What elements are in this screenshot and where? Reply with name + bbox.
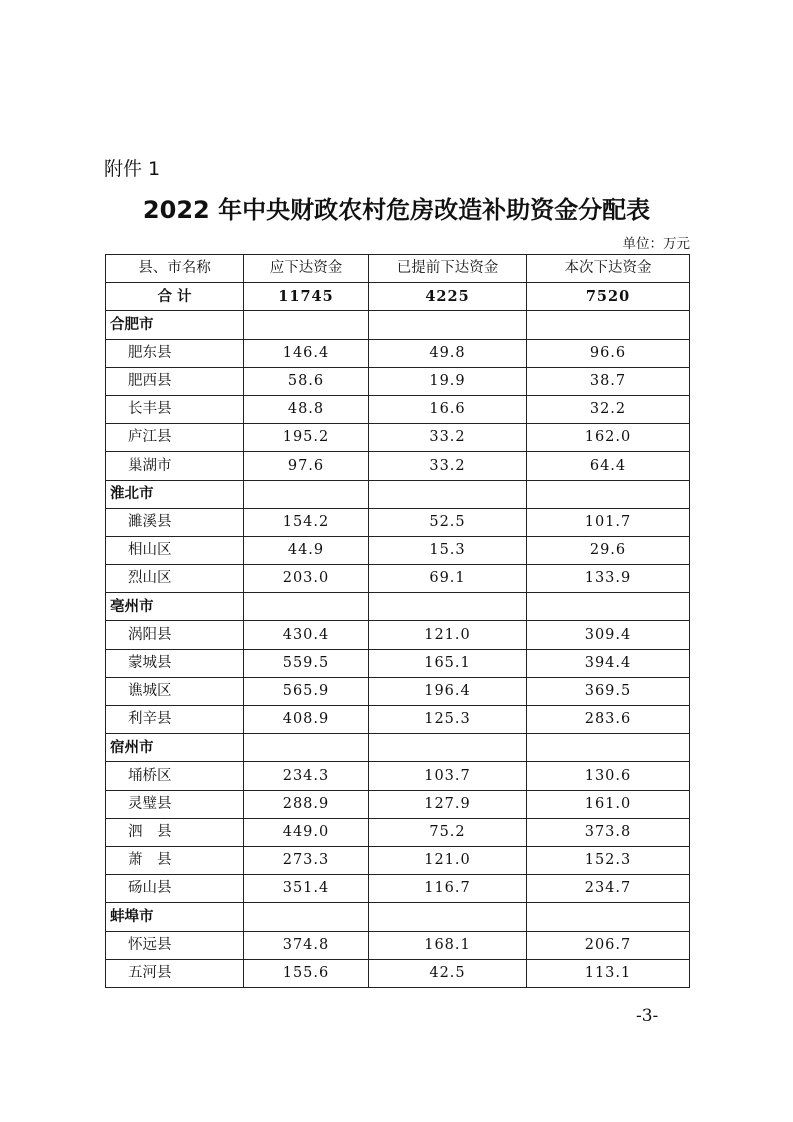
page-number: -3- — [636, 1006, 659, 1026]
empty-cell — [527, 311, 690, 339]
due-amount: 408.9 — [244, 706, 369, 734]
table-row — [106, 621, 690, 649]
table-row — [106, 677, 690, 705]
empty-cell — [244, 734, 369, 762]
county-name: 肥东县 — [106, 339, 244, 367]
table-row — [106, 424, 690, 452]
county-name: 埇桥区 — [106, 762, 244, 790]
current-amount: 130.6 — [527, 762, 690, 790]
current-amount: 206.7 — [527, 931, 690, 959]
table-row — [106, 508, 690, 536]
current-amount: 369.5 — [527, 677, 690, 705]
county-name: 肥西县 — [106, 367, 244, 395]
county-name: 谯城区 — [106, 677, 244, 705]
table-row — [106, 339, 690, 367]
county-name: 灵璧县 — [106, 790, 244, 818]
county-name: 相山区 — [106, 536, 244, 564]
county-name: 萧 县 — [106, 846, 244, 874]
current-amount: 101.7 — [527, 508, 690, 536]
current-amount: 283.6 — [527, 706, 690, 734]
empty-cell — [244, 311, 369, 339]
empty-cell — [369, 903, 527, 931]
city-row — [106, 734, 690, 762]
advance-amount: 33.2 — [369, 424, 527, 452]
current-amount: 32.2 — [527, 395, 690, 423]
county-name: 怀远县 — [106, 931, 244, 959]
current-amount: 161.0 — [527, 790, 690, 818]
county-name: 烈山区 — [106, 565, 244, 593]
current-amount: 64.4 — [527, 452, 690, 480]
current-amount: 162.0 — [527, 424, 690, 452]
county-name: 巢湖市 — [106, 452, 244, 480]
city-name: 宿州市 — [106, 734, 244, 762]
due-amount: 44.9 — [244, 536, 369, 564]
advance-amount: 33.2 — [369, 452, 527, 480]
advance-amount: 121.0 — [369, 621, 527, 649]
table-row — [106, 395, 690, 423]
current-amount: 309.4 — [527, 621, 690, 649]
table-header-row — [106, 255, 690, 283]
county-name: 利辛县 — [106, 706, 244, 734]
current-amount: 152.3 — [527, 846, 690, 874]
due-amount: 58.6 — [244, 367, 369, 395]
table-row — [106, 818, 690, 846]
advance-amount: 69.1 — [369, 565, 527, 593]
column-header-due: 应下达资金 — [244, 255, 369, 283]
empty-cell — [369, 734, 527, 762]
total-row — [106, 283, 690, 311]
advance-amount: 116.7 — [369, 875, 527, 903]
county-name: 蒙城县 — [106, 649, 244, 677]
due-amount: 430.4 — [244, 621, 369, 649]
county-name: 砀山县 — [106, 875, 244, 903]
advance-amount: 49.8 — [369, 339, 527, 367]
table-row — [106, 846, 690, 874]
city-row — [106, 311, 690, 339]
table-row — [106, 762, 690, 790]
table-row — [106, 931, 690, 959]
empty-cell — [527, 593, 690, 621]
empty-cell — [369, 593, 527, 621]
county-name: 五河县 — [106, 959, 244, 987]
column-header-current: 本次下达资金 — [527, 255, 690, 283]
table-row — [106, 706, 690, 734]
due-amount: 154.2 — [244, 508, 369, 536]
current-amount: 234.7 — [527, 875, 690, 903]
advance-amount: 103.7 — [369, 762, 527, 790]
due-amount: 273.3 — [244, 846, 369, 874]
city-row — [106, 480, 690, 508]
table-row — [106, 536, 690, 564]
city-name: 合肥市 — [106, 311, 244, 339]
advance-amount: 121.0 — [369, 846, 527, 874]
due-amount: 565.9 — [244, 677, 369, 705]
advance-amount: 127.9 — [369, 790, 527, 818]
current-amount: 96.6 — [527, 339, 690, 367]
advance-amount: 165.1 — [369, 649, 527, 677]
due-amount: 374.8 — [244, 931, 369, 959]
city-name: 亳州市 — [106, 593, 244, 621]
due-amount: 288.9 — [244, 790, 369, 818]
empty-cell — [244, 593, 369, 621]
table-row — [106, 649, 690, 677]
page-title: 2022 年中央财政农村危房改造补助资金分配表 — [142, 196, 651, 224]
city-row — [106, 903, 690, 931]
county-name: 长丰县 — [106, 395, 244, 423]
total-label: 合 计 — [106, 283, 244, 311]
column-header-advance: 已提前下达资金 — [369, 255, 527, 283]
table-row — [106, 452, 690, 480]
table-row — [106, 565, 690, 593]
total-current: 7520 — [527, 283, 690, 311]
due-amount: 48.8 — [244, 395, 369, 423]
total-advance: 4225 — [369, 283, 527, 311]
empty-cell — [244, 480, 369, 508]
county-name: 濉溪县 — [106, 508, 244, 536]
county-name: 庐江县 — [106, 424, 244, 452]
due-amount: 203.0 — [244, 565, 369, 593]
current-amount: 113.1 — [527, 959, 690, 987]
due-amount: 97.6 — [244, 452, 369, 480]
empty-cell — [369, 480, 527, 508]
advance-amount: 52.5 — [369, 508, 527, 536]
county-name: 涡阳县 — [106, 621, 244, 649]
city-row — [106, 593, 690, 621]
current-amount: 133.9 — [527, 565, 690, 593]
advance-amount: 42.5 — [369, 959, 527, 987]
due-amount: 351.4 — [244, 875, 369, 903]
advance-amount: 19.9 — [369, 367, 527, 395]
empty-cell — [527, 480, 690, 508]
advance-amount: 15.3 — [369, 536, 527, 564]
table-row — [106, 959, 690, 987]
empty-cell — [369, 311, 527, 339]
due-amount: 559.5 — [244, 649, 369, 677]
attachment-label: 附件 1 — [104, 158, 161, 180]
city-name: 蚌埠市 — [106, 903, 244, 931]
current-amount: 38.7 — [527, 367, 690, 395]
due-amount: 449.0 — [244, 818, 369, 846]
advance-amount: 196.4 — [369, 677, 527, 705]
unit-label: 单位：万元 — [622, 236, 690, 252]
current-amount: 29.6 — [527, 536, 690, 564]
table-row — [106, 875, 690, 903]
empty-cell — [244, 903, 369, 931]
empty-cell — [527, 903, 690, 931]
advance-amount: 168.1 — [369, 931, 527, 959]
due-amount: 234.3 — [244, 762, 369, 790]
advance-amount: 125.3 — [369, 706, 527, 734]
empty-cell — [527, 734, 690, 762]
current-amount: 394.4 — [527, 649, 690, 677]
allocation-table — [105, 254, 690, 988]
county-name: 泗 县 — [106, 818, 244, 846]
total-due: 11745 — [244, 283, 369, 311]
table-row — [106, 367, 690, 395]
due-amount: 155.6 — [244, 959, 369, 987]
city-name: 淮北市 — [106, 480, 244, 508]
advance-amount: 75.2 — [369, 818, 527, 846]
due-amount: 195.2 — [244, 424, 369, 452]
table-row — [106, 790, 690, 818]
column-header-name: 县、市名称 — [106, 255, 244, 283]
current-amount: 373.8 — [527, 818, 690, 846]
due-amount: 146.4 — [244, 339, 369, 367]
advance-amount: 16.6 — [369, 395, 527, 423]
